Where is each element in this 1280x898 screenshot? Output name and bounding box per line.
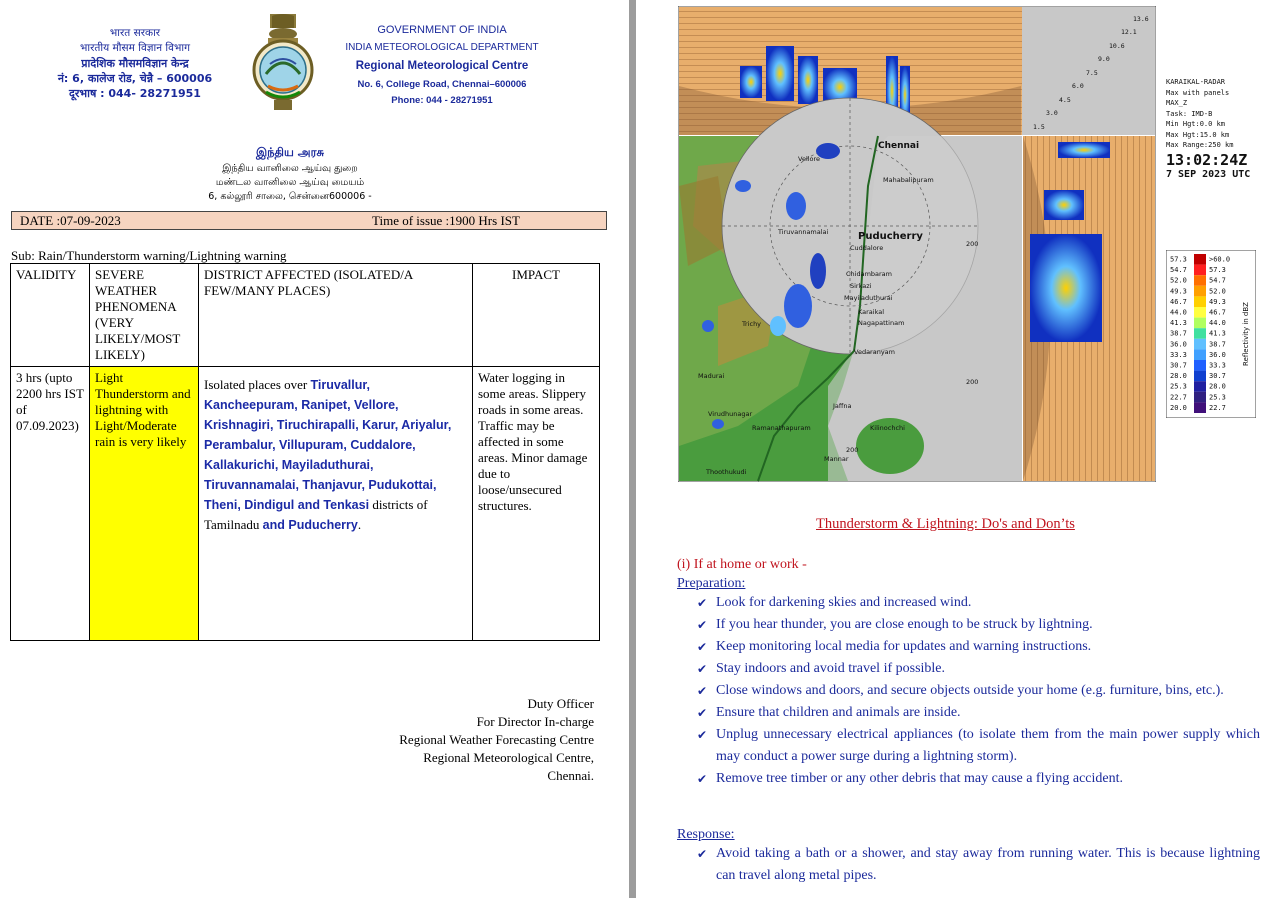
svg-text:Nagapattinam: Nagapattinam: [858, 319, 905, 327]
list-item: ✔ Ensure that children and animals are inside.: [690, 702, 1260, 724]
tamil-line2: இந்திய வானிலை ஆய்வு துறை: [222, 163, 358, 174]
sig-line5: Chennai.: [547, 768, 594, 783]
response-list: [690, 843, 1260, 887]
eng-line2: INDIA METEOROLOGICAL DEPARTMENT: [345, 42, 539, 53]
scale-left-value: 22.7: [1170, 393, 1187, 402]
svg-text:Mayiladuthurai: Mayiladuthurai: [844, 294, 893, 302]
svg-text:Virudhunagar: Virudhunagar: [708, 410, 753, 418]
scale-swatch: [1194, 296, 1206, 307]
header-impact: IMPACT: [473, 264, 600, 367]
hindi-line1: भारत सरकार: [109, 27, 161, 39]
list-item: ✔ Remove tree timber or any other debris that may cause a flying accident.: [690, 768, 1260, 790]
signature-block: [399, 695, 594, 785]
radar-product: Max with panels: [1166, 88, 1230, 97]
check-icon: ✔: [697, 728, 708, 742]
cell-impact: Water logging in some areas. Slippery roads in some areas. Traffic may be affected in some areas. Minor damage due to loose/unsecured structures.: [473, 367, 600, 641]
svg-text:Chidambaram: Chidambaram: [846, 270, 893, 278]
preparation-list: [690, 592, 1260, 790]
left-page: [0, 0, 629, 898]
reflectivity-scale: [1166, 250, 1256, 418]
district-names: Tiruvallur, Kancheepuram, Ranipet, Vellore, Krishnagiri, Tiruchirapalli, Karur, Ariyalur, Perambalur, Villupuram, Cuddalore, Kallakurichi, Mayiladuthurai, Tiruvannamalai, Thanjavur, Pudukottai, Theni, Dindigul and Tenkasi: [204, 378, 452, 512]
scale-left-value: 46.7: [1170, 297, 1187, 306]
cell-district: [199, 367, 473, 641]
header-district: DISTRICT AFFECTED (ISOLATED/A FEW/MANY PLACES): [199, 264, 473, 367]
scale-right-value: 38.7: [1209, 340, 1226, 349]
scale-right-value: 46.7: [1209, 308, 1226, 317]
hindi-line3: प्रादेशिक मौसमविज्ञान केन्द्र: [81, 57, 189, 70]
check-icon: ✔: [697, 847, 708, 861]
page-divider: [629, 0, 636, 898]
svg-text:Kilinochchi: Kilinochchi: [870, 424, 905, 432]
svg-text:Vellore: Vellore: [798, 155, 821, 163]
scale-swatch: [1194, 371, 1206, 382]
eng-line4: No. 6, College Road, Chennai–600006: [357, 79, 527, 90]
radar-info-panel: [1166, 77, 1258, 183]
list-item: ✔ Unplug unnecessary electrical appliances (to isolate them from the main power supply which may conduct a power surge during a lightning storm).: [690, 724, 1260, 768]
radar-min-hgt: Min Hgt:0.0 km: [1166, 120, 1226, 128]
scale-left-value: 44.0: [1170, 308, 1187, 317]
issue-time: Time of issue :1900 Hrs IST: [372, 213, 520, 228]
svg-text:Ramanathapuram: Ramanathapuram: [752, 424, 811, 432]
scale-swatch: [1194, 318, 1206, 329]
list-item: ✔ Avoid taking a bath or a shower, and stay away from running water. This is because lightning can travel along metal pipes.: [690, 843, 1260, 887]
sig-line2: For Director In-charge: [476, 714, 594, 729]
scale-swatch: [1194, 265, 1206, 276]
svg-text:12.1: 12.1: [1121, 28, 1137, 36]
radar-max-range: Max Range:250 km: [1166, 141, 1234, 149]
scale-right-value: 33.3: [1209, 361, 1226, 370]
district-prefix: Isolated places over: [204, 377, 311, 392]
list-item: ✔ Stay indoors and avoid travel if possible.: [690, 658, 1260, 680]
tamil-line3: மண்டல வானிலை ஆய்வு மையம்: [215, 177, 365, 188]
svg-text:3.0: 3.0: [1046, 109, 1058, 117]
check-icon: ✔: [697, 662, 708, 676]
svg-text:Vedaranyam: Vedaranyam: [854, 348, 895, 356]
issue-date: DATE :07-09-2023: [20, 213, 121, 228]
radar-date: 7 SEP 2023 UTC: [1166, 168, 1251, 180]
warning-table: [10, 263, 600, 641]
svg-text:200: 200: [966, 378, 979, 386]
scale-right-value: 28.0: [1209, 382, 1226, 391]
scale-swatch: [1194, 286, 1206, 297]
sig-line3: Regional Weather Forecasting Centre: [399, 732, 594, 747]
svg-text:Mannar: Mannar: [824, 455, 849, 463]
scale-left-value: 49.3: [1170, 287, 1187, 296]
svg-text:200: 200: [846, 446, 859, 454]
scale-left-value: 52.0: [1170, 276, 1187, 285]
scale-swatch: [1194, 254, 1206, 265]
preparation-label: Preparation:: [677, 576, 746, 591]
svg-text:Karaikal: Karaikal: [858, 308, 885, 316]
subject-line: Sub: Rain/Thunderstorm warning/Lightning warning: [11, 248, 287, 263]
check-icon: ✔: [697, 618, 708, 632]
eng-line3: Regional Meteorological Centre: [355, 60, 529, 72]
svg-text:13.6: 13.6: [1133, 15, 1149, 23]
radar-station: KARAIKAL-RADAR: [1166, 78, 1226, 86]
check-icon: ✔: [697, 706, 708, 720]
scale-left-value: 25.3: [1170, 382, 1187, 391]
svg-text:Mahabalipuram: Mahabalipuram: [883, 176, 934, 184]
header-validity: VALIDITY: [11, 264, 90, 367]
svg-text:4.5: 4.5: [1059, 96, 1071, 104]
tamil-header: [180, 142, 400, 204]
scale-left-value: 41.3: [1170, 319, 1187, 328]
check-icon: ✔: [697, 684, 708, 698]
section-home-work: (i) If at home or work -: [677, 557, 807, 572]
check-icon: ✔: [697, 772, 708, 786]
imd-emblem-logo: [250, 14, 316, 114]
list-item: ✔ Look for darkening skies and increased wind.: [690, 592, 1260, 614]
scale-right-value: 30.7: [1209, 372, 1226, 381]
scale-swatch: [1194, 381, 1206, 392]
check-icon: ✔: [697, 640, 708, 654]
svg-text:10.6: 10.6: [1109, 42, 1125, 50]
scale-right-value: 54.7: [1209, 276, 1226, 285]
eng-line1: GOVERNMENT OF INDIA: [377, 24, 507, 36]
hindi-line2: भारतीय मौसम विज्ञान विभाग: [80, 42, 190, 54]
district-end: .: [357, 517, 362, 532]
svg-text:Thoothukudi: Thoothukudi: [706, 468, 747, 476]
table-row: [11, 367, 600, 641]
scale-swatch: [1194, 392, 1206, 403]
scale-right-value: 57.3: [1209, 266, 1226, 275]
scale-left-value: 30.7: [1170, 361, 1187, 370]
radar-task: Task: IMD-B: [1166, 109, 1213, 118]
sig-line1: Duty Officer: [527, 696, 594, 711]
list-item: ✔ Keep monitoring local media for updates and warning instructions.: [690, 636, 1260, 658]
table-header-row: [11, 264, 600, 367]
scale-left-value: 33.3: [1170, 350, 1187, 359]
radar-type: MAX_Z: [1166, 99, 1188, 107]
svg-text:Chennai: Chennai: [878, 141, 920, 151]
scale-left-value: 57.3: [1170, 255, 1187, 264]
scale-right-value: 52.0: [1209, 287, 1226, 296]
english-header: [342, 22, 542, 109]
eng-line5: Phone: 044 - 28271951: [391, 95, 493, 106]
scale-right-value: 22.7: [1209, 403, 1226, 412]
radar-max-hgt: Max Hgt:15.0 km: [1166, 130, 1230, 139]
svg-text:1.5: 1.5: [1033, 123, 1045, 131]
scale-right-value: 25.3: [1209, 393, 1226, 402]
dos-donts-title: Thunderstorm & Lightning: Do's and Don’ts: [816, 516, 1075, 532]
district-mid: districts of Tamilnadu: [204, 497, 428, 532]
svg-text:Cuddalore: Cuddalore: [850, 244, 884, 252]
svg-text:7.5: 7.5: [1086, 69, 1098, 77]
cell-phenomena: Light Thunderstorm and lightning with Light/Moderate rain is very likely: [90, 367, 199, 641]
radar-time: 13:02:24Z: [1166, 150, 1248, 169]
scale-left-value: 38.7: [1170, 329, 1187, 338]
scale-left-value: 54.7: [1170, 266, 1187, 275]
tamil-line4: 6, கல்லூரி சாலை, சென்னை600006 -: [208, 191, 372, 202]
hindi-header: [50, 26, 220, 101]
district-and-puducherry: and Puducherry: [262, 518, 358, 532]
scale-swatch: [1194, 339, 1206, 350]
scale-right-value: 44.0: [1209, 319, 1226, 328]
hindi-line5: दूरभाष : 044- 28271951: [69, 87, 201, 100]
response-label: Response:: [677, 827, 735, 842]
scale-swatch: [1194, 360, 1206, 371]
svg-text:6.0: 6.0: [1072, 82, 1084, 90]
svg-text:Jaffna: Jaffna: [833, 402, 852, 410]
radar-image: [678, 6, 1156, 482]
svg-text:Tiruvannamalai: Tiruvannamalai: [778, 228, 829, 236]
header-phenomena: SEVERE WEATHER PHENOMENA (VERY LIKELY/MOST LIKELY): [90, 264, 199, 367]
svg-text:Trichy: Trichy: [742, 320, 762, 328]
scale-left-value: 20.0: [1170, 403, 1187, 412]
svg-text:Madurai: Madurai: [698, 372, 725, 380]
list-item: ✔ If you hear thunder, you are close enough to be struck by lightning.: [690, 614, 1260, 636]
sig-line4: Regional Meteorological Centre,: [423, 750, 594, 765]
svg-text:Sirkazi: Sirkazi: [850, 282, 872, 290]
scale-right-value: 49.3: [1209, 297, 1226, 306]
tamil-line1: இந்திய அரசு: [255, 145, 325, 159]
svg-text:Puducherry: Puducherry: [858, 231, 923, 242]
svg-text:200: 200: [966, 240, 979, 248]
check-icon: ✔: [697, 596, 708, 610]
cell-validity: 3 hrs (upto 2200 hrs IST of 07.09.2023): [11, 367, 90, 641]
scale-swatch: [1194, 349, 1206, 360]
svg-text:9.0: 9.0: [1098, 55, 1110, 63]
scale-label: Reflectivity in dBZ: [1242, 302, 1250, 366]
scale-right-value: 41.3: [1209, 329, 1226, 338]
scale-swatch: [1194, 328, 1206, 339]
scale-swatch: [1194, 402, 1206, 413]
scale-left-value: 28.0: [1170, 372, 1187, 381]
scale-left-value: 36.0: [1170, 340, 1187, 349]
scale-swatch: [1194, 307, 1206, 318]
list-item: ✔ Close windows and doors, and secure objects outside your home (e.g. furniture, bins, etc.).: [690, 680, 1260, 702]
issue-date-bar: [11, 211, 607, 230]
hindi-line4: नं: 6, कालेज रोड, चेन्नै – 600006: [57, 72, 213, 85]
scale-right-value: >60.0: [1209, 255, 1231, 264]
scale-swatch: [1194, 275, 1206, 286]
scale-right-value: 36.0: [1209, 350, 1226, 359]
